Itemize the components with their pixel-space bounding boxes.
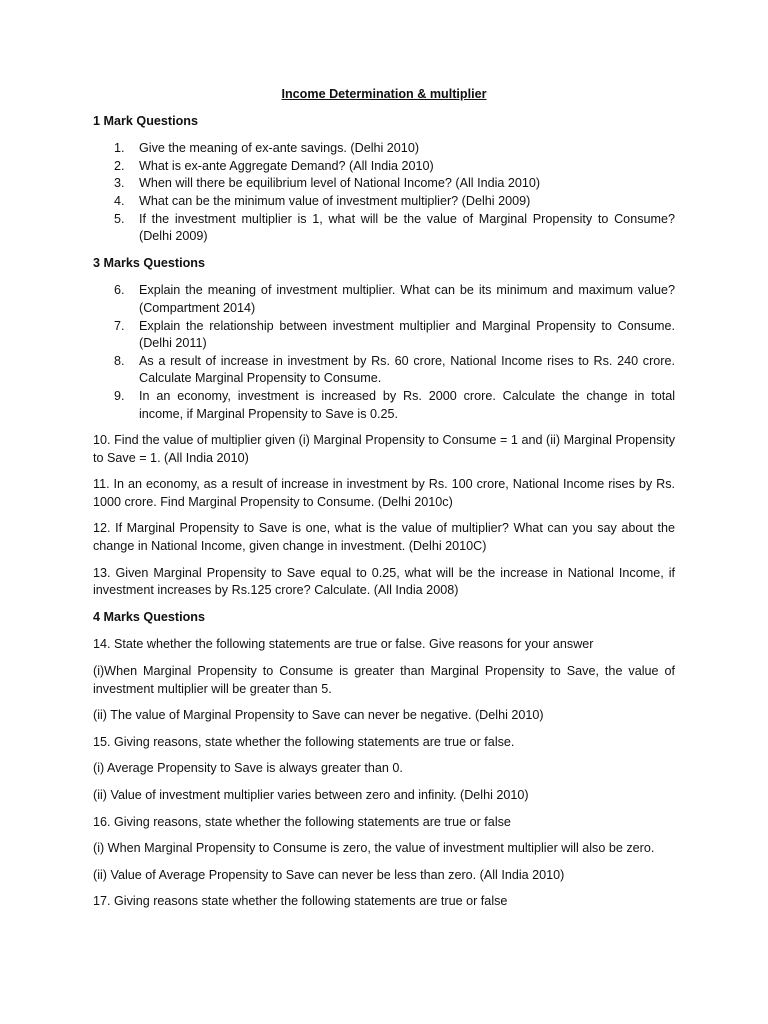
question-item	[93, 353, 675, 388]
question-item	[93, 193, 675, 211]
question-text: As a result of increase in investment by Rs. 60 crore, National Income rises to Rs. 240 crore. Calculate Marginal Propensity to Consume.	[139, 353, 675, 386]
question-text: What is ex-ante Aggregate Demand? (All India 2010)	[139, 158, 434, 173]
document-page	[93, 86, 675, 920]
question-number: 2.	[114, 158, 125, 173]
question-item	[93, 388, 675, 423]
question-text: Give the meaning of ex-ante savings. (Delhi 2010)	[139, 141, 420, 156]
question-item	[93, 140, 675, 158]
question-number: 7.	[114, 318, 125, 333]
question-text: Explain the meaning of investment multiplier. What can be its minimum and maximum value? (Compartment 2014)	[139, 283, 675, 315]
document-title: Income Determination & multiplier	[281, 87, 487, 101]
question-paragraph: 17. Giving reasons state whether the following statements are true or false	[93, 894, 508, 909]
question-paragraph: 15. Giving reasons, state whether the following statements are true or false.	[93, 734, 515, 749]
section-heading-3-marks: 3 Marks Questions	[93, 255, 205, 270]
question-paragraph: 16. Giving reasons, state whether the following statements are true or false	[93, 814, 511, 829]
question-item	[93, 158, 675, 176]
question-text: What can be the minimum value of investment multiplier? (Delhi 2009)	[139, 193, 531, 208]
question-paragraph: (ii) Value of investment multiplier varies between zero and infinity. (Delhi 2010)	[93, 788, 529, 802]
question-item	[93, 175, 675, 193]
question-paragraph: 14. State whether the following statements are true or false. Give reasons for your answer	[93, 637, 594, 652]
question-item	[93, 282, 675, 317]
question-paragraph: 10. Find the value of multiplier given (i) Marginal Propensity to Consume = 1 and (ii) Marginal Propensity to Save = 1. (All India 2010)	[93, 433, 675, 465]
question-number: 8.	[114, 353, 125, 368]
question-text: If the investment multiplier is 1, what will be the value of Marginal Propensity to Consume? (Delhi 2009)	[139, 211, 675, 244]
question-number: 9.	[114, 388, 125, 403]
question-paragraph: 12. If Marginal Propensity to Save is one, what is the value of multiplier? What can you say about the change in National Income, given change in investment. (Delhi 2010C)	[93, 521, 675, 554]
question-number: 1.	[114, 141, 125, 156]
question-list-3-marks	[93, 282, 675, 423]
question-paragraph: (i) When Marginal Propensity to Consume is zero, the value of investment multiplier will also be zero.	[93, 841, 655, 856]
section-heading-1-mark: 1 Mark Questions	[93, 113, 198, 128]
question-number: 5.	[114, 211, 125, 226]
question-paragraph: (i)When Marginal Propensity to Consume is greater than Marginal Propensity to Save, the value of investment multiplier will be greater than 5.	[93, 664, 675, 696]
question-number: 4.	[114, 193, 125, 208]
question-list-1-mark	[93, 140, 675, 246]
question-paragraph: (ii) The value of Marginal Propensity to Save can never be negative. (Delhi 2010)	[93, 708, 544, 723]
question-paragraph: 13. Given Marginal Propensity to Save equal to 0.25, what will be the increase in National Income, if investment increases by Rs.125 crore? Calculate. (All India 2008)	[93, 565, 675, 598]
question-paragraph: 11. In an economy, as a result of increase in investment by Rs. 100 crore, National Income rises by Rs. 1000 crore. Find Marginal Propensity to Consume. (Delhi 2010c)	[93, 477, 675, 509]
question-number: 6.	[114, 283, 125, 298]
question-number: 3.	[114, 176, 125, 191]
question-item	[93, 211, 675, 246]
question-paragraph: (ii) Value of Average Propensity to Save can never be less than zero. (All India 2010)	[93, 867, 565, 882]
question-paragraph: (i) Average Propensity to Save is always greater than 0.	[93, 761, 403, 776]
question-text: When will there be equilibrium level of National Income? (All India 2010)	[139, 176, 541, 191]
section-heading-4-marks: 4 Marks Questions	[93, 609, 205, 624]
question-text: In an economy, investment is increased by Rs. 2000 crore. Calculate the change in total income, if Marginal Propensity to Save is 0.25.	[139, 388, 675, 421]
question-item	[93, 318, 675, 353]
question-text: Explain the relationship between investment multiplier and Marginal Propensity to Consume. (Delhi 2011)	[139, 318, 675, 351]
